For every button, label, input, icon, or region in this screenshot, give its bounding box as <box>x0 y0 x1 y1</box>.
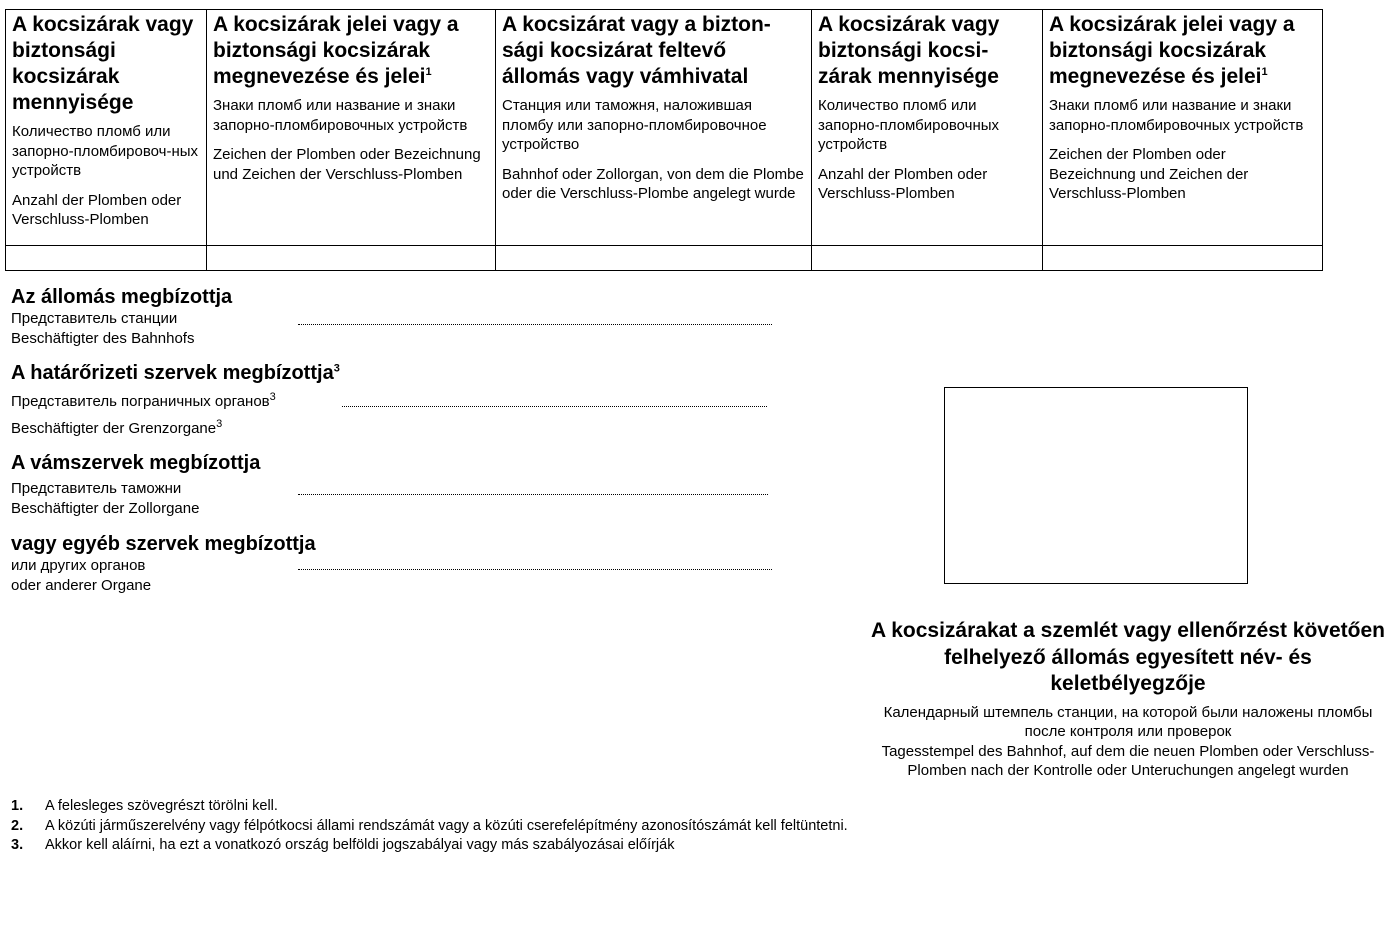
footnote-ref: 3 <box>269 391 276 403</box>
section-ru: Представитель пограничных органов$^3$ <box>11 391 276 410</box>
section-de: Beschäftigter des Bahnhofs <box>11 329 195 347</box>
header-de: Anzahl der Plomben oder Verschluss-Plomben <box>12 191 182 228</box>
other-representative-section <box>11 532 316 595</box>
stamp-caption-de: Tagesstempel des Bahnhof, auf dem die neuen Plomben oder Verschluss-Plomben nach der Kontrolle oder Unteruchungen angelegt wurden <box>881 742 1375 779</box>
footnote-ref: 3 <box>216 417 223 430</box>
header-ru: Станция или таможня, наложившая пломбу или запорно-пломбировочное устройство <box>502 97 767 153</box>
header-cell-marks-2 <box>1043 10 1323 246</box>
stamp-box[interactable] <box>944 387 1248 584</box>
footnote-ref: 1 <box>1261 66 1268 78</box>
header-hu: A kocsizárak vagy biztonsági kocsi-zárak mennyisége <box>818 13 1000 88</box>
customs-representative-section <box>11 451 260 518</box>
section-ru: Представитель станции <box>11 310 178 327</box>
border-representative-section <box>11 361 340 438</box>
section-de: oder anderer Organe <box>11 576 152 594</box>
footnote-text: Akkor kell aláírni, ha ezt a vonatkozó ország belföldi jogszabályai vagy más szabályozásai előírják <box>45 837 675 853</box>
station-representative-section <box>11 285 232 348</box>
header-de: Zeichen der Plomben oder Bezeichnung und Zeichen der Verschluss-Plomben <box>1049 146 1249 202</box>
header-hu: A kocsizárak jelei vagy a biztonsági kocsizárak megnevezése és jelei$^1$ <box>1049 13 1295 88</box>
footnote-number: 3. <box>11 837 24 853</box>
header-ru: Знаки пломб или название и знаки запорно-пломбировочных устройств <box>1049 97 1304 134</box>
signature-line-other[interactable] <box>298 569 772 570</box>
table-cell[interactable] <box>1043 246 1323 271</box>
footnote-ref: 3 <box>333 362 340 375</box>
header-cell-quantity-2 <box>812 10 1043 246</box>
header-ru: Знаки пломб или название и знаки запорно-пломбировочных устройств <box>213 97 468 134</box>
section-ru: Представитель таможни <box>11 480 182 497</box>
footnote-item <box>11 797 1011 817</box>
table-cell[interactable] <box>496 246 812 271</box>
footnotes <box>11 797 1011 856</box>
header-de: Zeichen der Plomben oder Bezeichnung und Zeichen der Verschluss-Plomben <box>213 146 481 183</box>
section-title: A határőrizeti szervek megbízottja$^3$ <box>11 362 340 384</box>
stamp-caption <box>868 618 1388 781</box>
section-ru: или других органов <box>11 557 146 574</box>
footnote-text: A közúti járműszerelvény vagy félpótkocsi állami rendszámát vagy a közúti cserefelépítmény azonosítószámát kell feltüntetni. <box>45 817 848 834</box>
signature-line-border[interactable] <box>342 406 767 407</box>
footnote-number: 1. <box>11 798 24 814</box>
stamp-caption-ru: Календарный штемпель станции, на которой были наложены пломбы после контроля или проверок <box>883 703 1373 740</box>
section-de: Beschäftigter der Grenzorgane$^3$ <box>11 417 223 437</box>
section-title: A vámszervek megbízottja <box>11 452 261 474</box>
seals-table <box>5 9 1323 271</box>
footnote-item <box>11 836 1011 856</box>
table-header-row <box>6 10 1323 246</box>
header-ru: Количество пломб или запорно-пломбировочных устройств <box>818 97 1000 153</box>
signature-line-customs[interactable] <box>298 494 768 495</box>
footnote-text: A felesleges szövegrészt törölni kell. <box>45 798 278 814</box>
header-cell-station <box>496 10 812 246</box>
table-cell[interactable] <box>6 246 207 271</box>
table-row <box>6 246 1323 271</box>
footnote-item <box>11 817 1011 837</box>
section-title: Az állomás megbízottja <box>11 286 233 308</box>
header-hu: A kocsizárat vagy a bizton-sági kocsizárat feltevő állomás vagy vámhivatal <box>502 13 771 88</box>
header-cell-marks <box>207 10 496 246</box>
section-de: Beschäftigter der Zollorgane <box>11 499 200 517</box>
footnote-number: 2. <box>11 817 24 834</box>
header-de: Anzahl der Plomben oder Verschluss-Plomben <box>818 165 988 202</box>
signature-line-station[interactable] <box>298 324 772 325</box>
stamp-caption-hu: A kocsizárakat a szemlét vagy ellenőrzést követően felhelyező állomás egyesített név- és keletbélyegzője <box>871 619 1385 695</box>
header-ru: Количество пломб или запорно-пломбировоч-ных устройств <box>12 123 199 179</box>
header-cell-quantity <box>6 10 207 246</box>
footnote-ref: 1 <box>425 66 432 78</box>
header-de: Bahnhof oder Zollorgan, von dem die Plombe oder die Verschluss-Plombe angelegt wurde <box>502 165 804 202</box>
section-title: vagy egyéb szervek megbízottja <box>11 533 316 555</box>
header-hu: A kocsizárak vagy biztonsági kocsizárak mennyisége <box>12 13 194 114</box>
table-cell[interactable] <box>207 246 496 271</box>
header-hu: A kocsizárak jelei vagy a biztonsági kocsizárak megnevezése és jelei$^1$ <box>213 13 459 88</box>
table-cell[interactable] <box>812 246 1043 271</box>
